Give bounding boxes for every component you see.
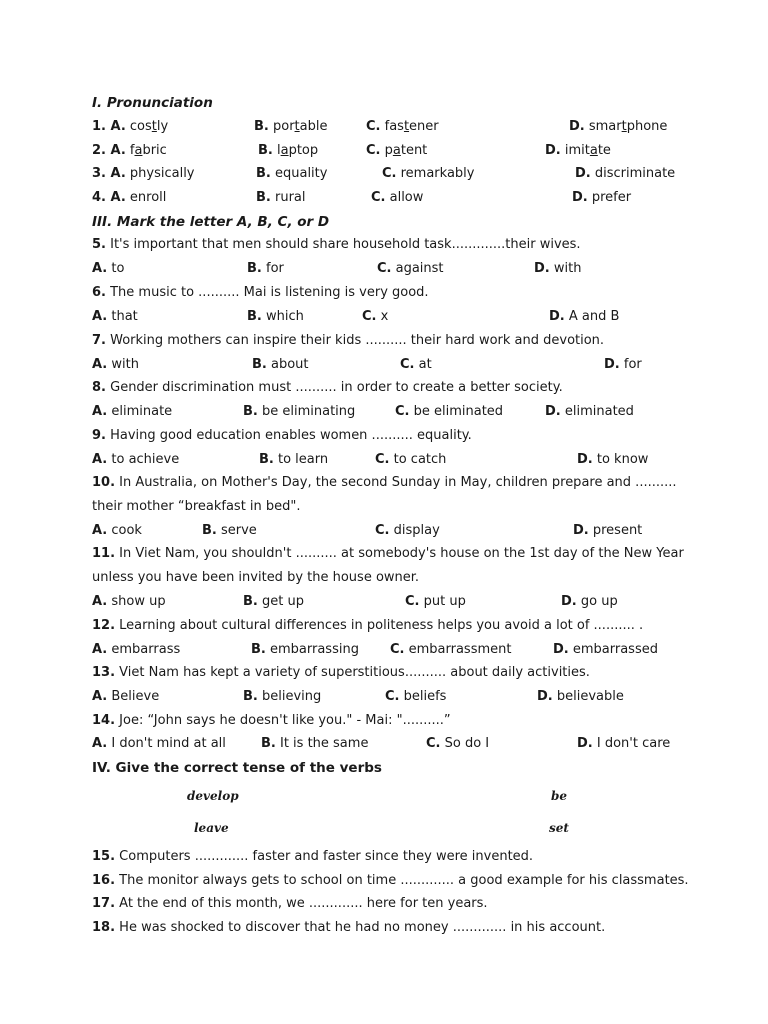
option-letter: B. [256,166,271,181]
option-letter: D. [573,523,589,538]
answer-option [92,642,180,658]
option-letter: C. [426,736,441,751]
answer-options-row [0,357,768,373]
answer-option [92,594,166,610]
option-letter: B. [247,261,262,276]
answer-option [261,736,368,752]
option-letter: C. [382,166,397,181]
answer-option [92,166,195,182]
question-stem [92,713,451,729]
answer-option [92,523,142,539]
option-letter: B. [252,357,267,372]
question-number: 9. [92,428,106,443]
option-letter: B. [254,119,269,134]
option-text: to [107,261,125,276]
answer-option [243,689,321,705]
answer-option [371,190,423,206]
option-text: enroll [125,190,167,205]
option-text: I don't mind at all [107,736,226,751]
answer-option [243,594,304,610]
question-stem-continued [92,499,301,515]
question-stem [92,333,604,349]
option-letter: C. [377,261,392,276]
question-number: 3. [92,166,111,181]
section-heading-mark-letter: III. Mark the letter A, B, C, or D [92,214,330,230]
question-stem [92,428,472,444]
answer-option [573,523,642,539]
option-text: able [299,119,328,134]
answer-option [572,190,631,206]
verb-word: be [551,789,568,803]
answer-option [553,642,658,658]
underlined-letter: t [621,119,627,134]
option-text: believable [552,689,624,704]
option-text: embarrassing [265,642,359,657]
question-stem [92,546,684,562]
option-text: te [597,143,611,158]
option-text: against [391,261,444,276]
answer-option [202,523,257,539]
answer-option [400,357,432,373]
option-letter: C. [375,452,390,467]
option-letter: B. [261,736,276,751]
option-letter: D. [545,143,561,158]
option-letter: D. [569,119,585,134]
answer-option [92,119,168,135]
option-letter: A. [110,166,126,181]
answer-option [366,119,439,135]
answer-option [247,309,304,325]
option-letter: C. [390,642,405,657]
option-letter: D. [577,736,593,751]
option-letter: B. [243,404,258,419]
answer-option [537,689,624,705]
option-text: with [107,357,139,372]
question-number: 7. [92,333,106,348]
question-number: 10. [92,475,116,490]
option-text: be eliminating [257,404,356,419]
answer-options-row [0,452,768,468]
option-text: cook [107,523,142,538]
option-letter: A. [92,736,108,751]
option-letter: A. [92,404,108,419]
question-number: 15. [92,849,116,864]
option-letter: D. [572,190,588,205]
answer-option [545,143,611,159]
option-letter: C. [395,404,410,419]
option-text: ly [156,119,169,134]
question-number: 16. [92,873,116,888]
option-letter: A. [92,452,108,467]
option-letter: D. [534,261,550,276]
option-letter: C. [366,143,381,158]
option-letter: D. [553,642,569,657]
option-text: fas [380,119,404,134]
answer-options-row [0,736,768,752]
answer-option [254,119,327,135]
answer-option [92,190,166,206]
answer-option [247,261,284,277]
option-text: to achieve [107,452,180,467]
option-text: imit [560,143,590,158]
option-text: get up [257,594,304,609]
option-text: ener [409,119,439,134]
option-letter: B. [243,594,258,609]
answer-option [258,143,318,159]
answer-option [426,736,489,752]
underlined-letter: t [151,119,157,134]
question-text: Learning about cultural differences in politeness helps you avoid a lot of .......... . [115,618,644,633]
option-letter: A. [92,594,108,609]
option-text: go up [576,594,618,609]
option-text: believing [257,689,322,704]
question-number: 14. [92,713,116,728]
option-text: p [380,143,393,158]
option-letter: A. [92,261,108,276]
section-heading-verb-tense: IV. Give the correct tense of the verbs [92,760,382,776]
question-stem [92,665,590,681]
question-number: 12. [92,618,116,633]
question-number: 4. [92,190,111,205]
question-text: The music to .......... Mai is listening is very good. [105,285,429,300]
answer-option [92,143,167,159]
pronunciation-question-row [0,190,768,206]
option-text: present [588,523,643,538]
question-text: unless you have been invited by the house owner. [92,570,420,585]
option-text: smar [584,119,622,134]
answer-option [385,689,446,705]
question-stem [92,237,581,253]
option-letter: C. [405,594,420,609]
option-letter: D. [604,357,620,372]
option-letter: B. [243,689,258,704]
answer-options-row [0,594,768,610]
option-text: display [389,523,440,538]
answer-option [92,452,179,468]
option-letter: A. [92,642,108,657]
answer-option [377,261,444,277]
option-text: that [107,309,138,324]
answer-option [251,642,359,658]
option-text: discriminate [590,166,676,181]
option-letter: C. [371,190,386,205]
option-text: put up [419,594,466,609]
answer-option [252,357,309,373]
option-text: tent [400,143,428,158]
question-number: 11. [92,546,116,561]
answer-options-row [0,309,768,325]
question-text: Viet Nam has kept a variety of superstitious.......... about daily activities. [115,665,590,680]
answer-option [243,404,355,420]
option-letter: C. [375,523,390,538]
question-text: Gender discrimination must .......... in order to create a better society. [105,380,563,395]
question-number: 8. [92,380,106,395]
answer-option [92,736,226,752]
option-letter: D. [561,594,577,609]
underlined-letter: t [294,119,300,134]
question-text: In Viet Nam, you shouldn't .......... at somebody's house on the 1st day of the New Year [115,546,684,561]
answer-option [577,736,670,752]
question-text: At the end of this month, we ............. here for ten years. [115,896,488,911]
answer-option [366,143,427,159]
option-letter: B. [258,143,273,158]
question-text: Working mothers can inspire their kids .......... their hard work and devotion. [105,333,605,348]
answer-option [545,404,634,420]
option-letter: B. [256,190,271,205]
question-text: their mother “breakfast in bed". [92,499,301,514]
option-text: phone [626,119,668,134]
answer-option [375,452,446,468]
question-number: 2. [92,143,111,158]
answer-options-row [0,404,768,420]
option-text: to know [592,452,649,467]
tense-question [92,896,488,912]
answer-option [390,642,511,658]
verb-word: develop [187,789,239,803]
underlined-letter: a [280,143,289,158]
question-stem-continued [92,570,419,586]
answer-option [382,166,474,182]
option-text: por [268,119,295,134]
option-text: rural [270,190,306,205]
answer-option [256,190,306,206]
option-letter: D. [577,452,593,467]
question-text: Computers ............. faster and faster since they were invented. [115,849,534,864]
option-letter: C. [400,357,415,372]
answer-option [92,309,138,325]
option-text: I don't care [592,736,671,751]
question-number: 5. [92,237,106,252]
option-text: l [272,143,281,158]
option-letter: C. [366,119,381,134]
option-text: cos [125,119,152,134]
option-text: beliefs [399,689,447,704]
answer-option [405,594,466,610]
answer-option [92,404,172,420]
option-text: serve [216,523,257,538]
underlined-letter: a [134,143,143,158]
answer-options-row [0,642,768,658]
question-stem [92,618,643,634]
option-letter: B. [202,523,217,538]
option-text: at [414,357,432,372]
answer-option [362,309,388,325]
question-text: In Australia, on Mother's Day, the second Sunday in May, children prepare and .......... [115,475,677,490]
option-text: which [261,309,304,324]
answer-option [569,119,667,135]
answer-option [575,166,675,182]
option-letter: D. [575,166,591,181]
answer-option [259,452,328,468]
option-text: A and B [564,309,620,324]
option-letter: A. [110,143,126,158]
option-letter: D. [549,309,565,324]
option-letter: C. [385,689,400,704]
option-letter: A. [92,523,108,538]
question-stem [92,380,563,396]
option-text: eliminate [107,404,173,419]
option-letter: B. [247,309,262,324]
option-text: to catch [389,452,447,467]
question-text: It's important that men should share household task.............their wives. [105,237,581,252]
tense-question [92,920,605,936]
question-number: 6. [92,285,106,300]
option-letter: A. [92,357,108,372]
question-stem [92,285,429,301]
question-text: Joe: “John says he doesn't like you." - Mai: "..........” [115,713,451,728]
option-letter: D. [545,404,561,419]
option-letter: C. [362,309,377,324]
option-letter: A. [110,190,126,205]
option-letter: D. [537,689,553,704]
option-text: physically [125,166,195,181]
option-text: equality [270,166,328,181]
option-text: eliminated [560,404,634,419]
option-text: ptop [288,143,319,158]
answer-option [92,261,124,277]
question-text: He was shocked to discover that he had no money ............. in his account. [115,920,606,935]
option-letter: A. [92,309,108,324]
answer-option [256,166,327,182]
question-text: The monitor always gets to school on time ............. a good example for his classmates. [115,873,689,888]
question-text: Having good education enables women .......... equality. [105,428,472,443]
option-text: for [261,261,284,276]
option-text: with [549,261,582,276]
option-letter: A. [92,689,108,704]
option-letter: B. [259,452,274,467]
option-text: x [376,309,389,324]
option-letter: B. [251,642,266,657]
answer-option [549,309,619,325]
option-letter: A. [110,119,126,134]
underlined-letter: a [589,143,598,158]
option-text: about [266,357,309,372]
option-text: remarkably [396,166,475,181]
question-number: 13. [92,665,116,680]
answer-option [534,261,581,277]
section-heading-pronunciation: I. Pronunciation [92,95,213,111]
option-text: f [125,143,135,158]
option-text: to learn [273,452,329,467]
answer-option [577,452,648,468]
question-number: 17. [92,896,116,911]
verb-word: leave [194,821,229,835]
option-text: be eliminated [409,404,504,419]
question-number: 1. [92,119,111,134]
tense-question [92,849,533,865]
underlined-letter: a [392,143,401,158]
option-text: embarrass [107,642,181,657]
option-text: Believe [107,689,160,704]
answer-option [92,357,139,373]
answer-options-row [0,523,768,539]
answer-option [604,357,642,373]
option-text: allow [385,190,424,205]
option-text: So do I [440,736,490,751]
option-text: show up [107,594,166,609]
question-number: 18. [92,920,116,935]
option-text: bric [142,143,167,158]
answer-option [92,689,159,705]
option-text: embarrassed [568,642,658,657]
answer-option [395,404,503,420]
tense-question [92,873,689,889]
verb-word: set [549,821,569,835]
option-text: for [619,357,642,372]
answer-option [375,523,440,539]
answer-option [561,594,618,610]
pronunciation-question-row [0,143,768,159]
pronunciation-question-row [0,166,768,182]
answer-options-row [0,261,768,277]
option-text: embarrassment [404,642,512,657]
pronunciation-question-row [0,119,768,135]
option-text: It is the same [275,736,369,751]
underlined-letter: t [403,119,410,134]
answer-options-row [0,689,768,705]
question-stem [92,475,677,491]
option-text: prefer [587,190,632,205]
